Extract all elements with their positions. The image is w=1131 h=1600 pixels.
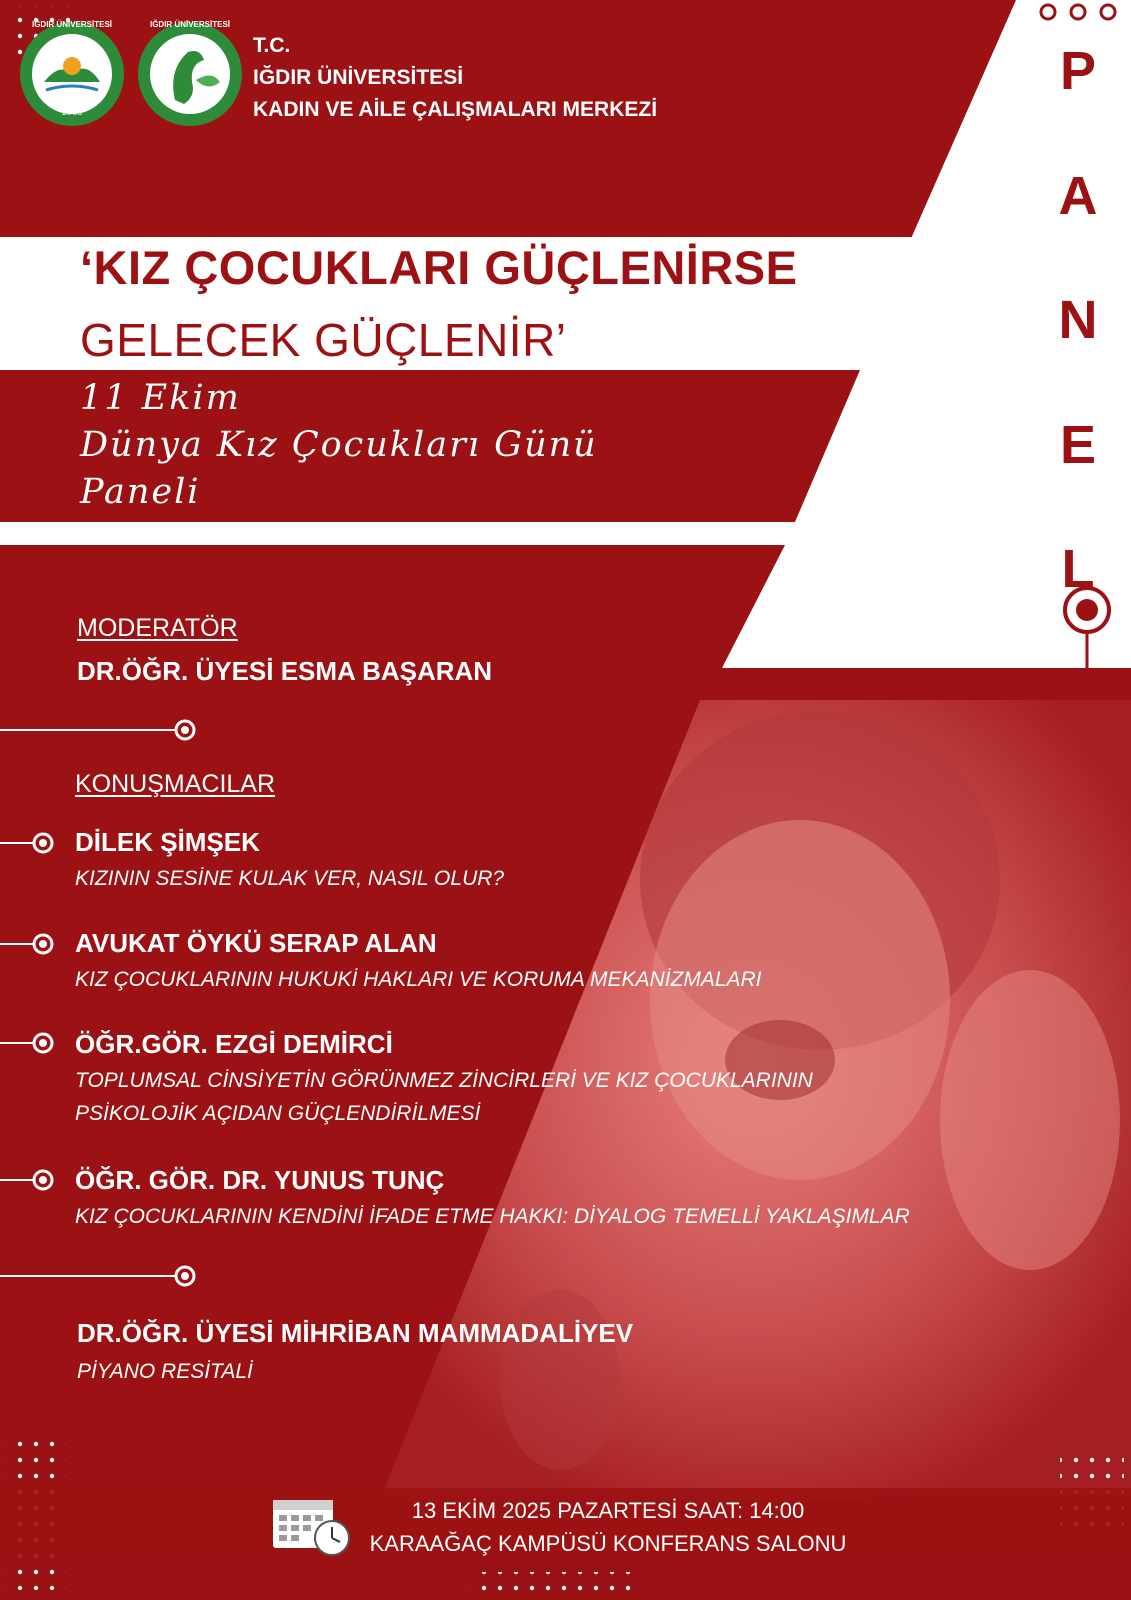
subtitle-line-3: Paneli	[80, 472, 201, 512]
speaker-item	[75, 827, 504, 895]
logo-year: 2008	[61, 108, 83, 117]
header-line-2: IĞDIR ÜNİVERSİTESİ	[253, 66, 464, 89]
subtitle	[80, 375, 598, 516]
speaker-item	[75, 1165, 910, 1233]
panel-letter: L	[1061, 539, 1095, 599]
speaker-topic: TOPLUMSAL CİNSİYETİN GÖRÜNMEZ ZİNCİRLERİ VE KIZ ÇOCUKLARININ	[75, 1069, 813, 1092]
moderator-name: DR.ÖĞR. ÜYESİ ESMA BAŞARAN	[77, 656, 493, 686]
recital-topic: PİYANO RESİTALİ	[77, 1360, 253, 1383]
subtitle-line-2: Dünya Kız Çocukları Günü	[80, 425, 598, 465]
speaker-topic-cont: PSİKOLOJİK AÇIDAN GÜÇLENDİRİLMESİ	[75, 1102, 481, 1125]
panel-letter: A	[1058, 165, 1098, 226]
institution-header	[253, 30, 657, 126]
speaker-topic: KIZININ SESİNE KULAK VER, NASIL OLUR?	[75, 867, 505, 890]
center-logo	[140, 24, 240, 124]
logo-text-2: IĞDIR ÜNİVERSİTESİ	[149, 20, 230, 29]
logo-text: IĞDIR ÜNİVERSİTESİ	[31, 20, 112, 29]
moderator-heading: MODERATÖR	[77, 614, 238, 642]
panel-letter: P	[1059, 41, 1097, 101]
recital	[77, 1318, 633, 1388]
event-location: KARAAĞAÇ KAMPÜSÜ KONFERANS SALONU	[369, 1531, 847, 1556]
event-details	[348, 1494, 868, 1560]
speakers-heading: KONUŞMACILAR	[75, 770, 276, 798]
event-date-time: 13 EKİM 2025 PAZARTESİ SAAT: 14:00	[411, 1498, 805, 1523]
header-line-3: KADIN VE AİLE ÇALIŞMALARI MERKEZİ	[253, 98, 658, 121]
speaker-topic: KIZ ÇOCUKLARININ KENDİNİ İFADE ETME HAKKI: DİYALOG TEMELLİ YAKLAŞIMLAR	[75, 1205, 910, 1228]
speaker-name: DİLEK ŞİMŞEK	[75, 827, 260, 857]
recital-name: DR.ÖĞR. ÜYESİ MİHRİBAN MAMMADALİYEV	[77, 1318, 634, 1348]
speaker-name: ÖĞR. GÖR. DR. YUNUS TUNÇ	[75, 1165, 445, 1195]
speaker-item	[75, 1029, 813, 1130]
panel-letter: N	[1058, 290, 1098, 350]
speaker-topic: KIZ ÇOCUKLARININ HUKUKİ HAKLARI VE KORUMA MEKANİZMALARI	[75, 968, 762, 991]
vertical-panel-label	[1048, 40, 1108, 600]
header-line-1: T.C.	[253, 34, 291, 57]
speaker-item	[75, 928, 762, 996]
main-title-line-2: GELECEK GÜÇLENİR’	[80, 314, 567, 366]
speaker-name: ÖĞR.GÖR. EZGİ DEMİRCİ	[75, 1029, 393, 1059]
speaker-name: AVUKAT ÖYKÜ SERAP ALAN	[75, 928, 437, 958]
main-title-line-1: ‘KIZ ÇOCUKLARI GÜÇLENİRSE	[80, 241, 798, 294]
subtitle-line-1: 11 Ekim	[80, 378, 241, 418]
dots-bottom-center	[470, 1572, 640, 1594]
panel-letter: E	[1059, 414, 1097, 475]
